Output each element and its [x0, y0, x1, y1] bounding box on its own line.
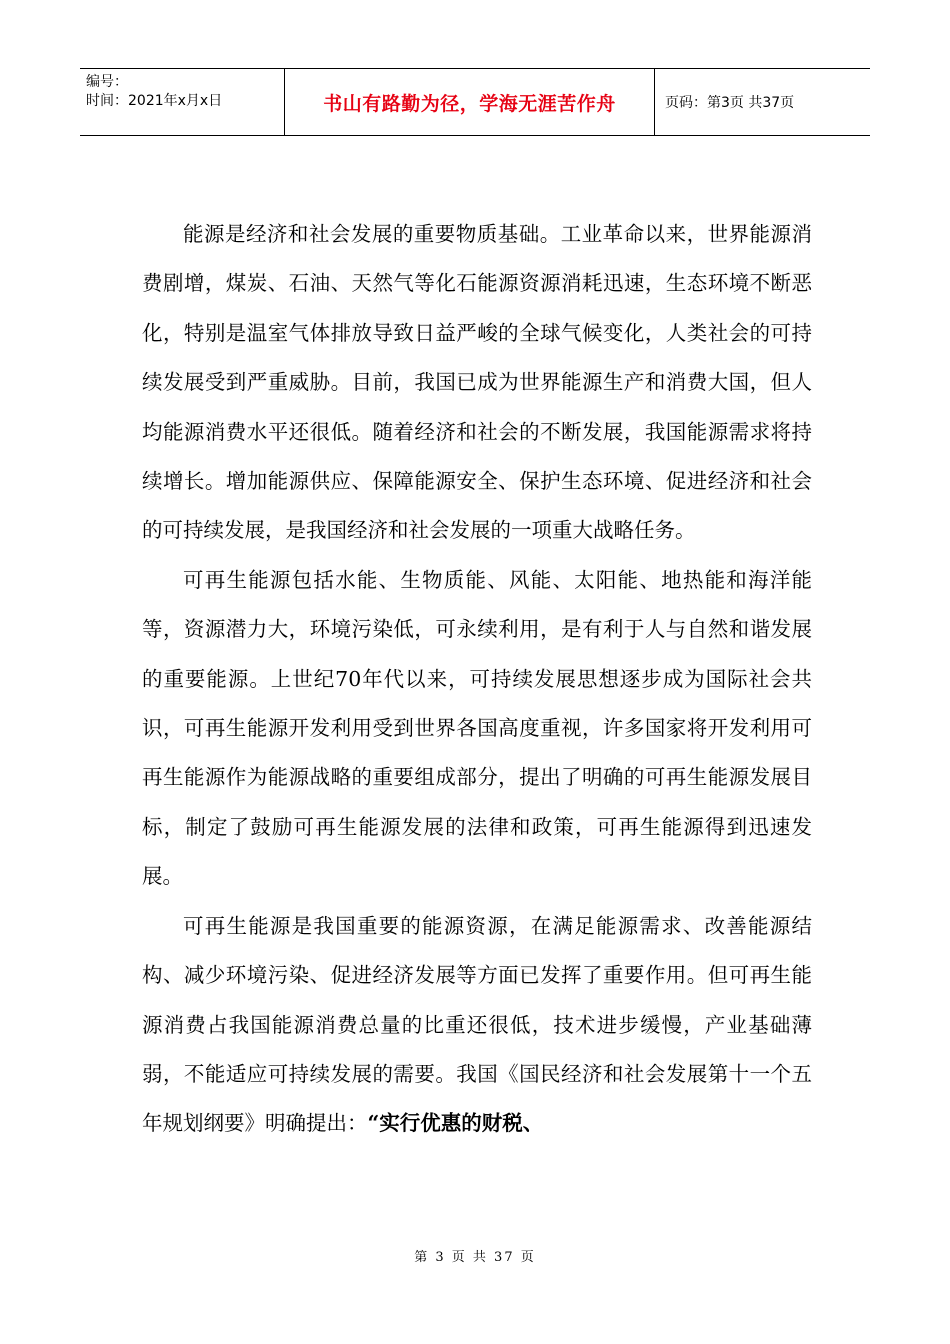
time-label: 时间：2021年x月x日: [86, 93, 223, 109]
header-motto: 书山有路勤为径，学海无涯苦作舟: [284, 69, 655, 135]
paragraph-3: [142, 902, 812, 1149]
page-footer: 第 3 页 共 37 页: [414, 1250, 536, 1265]
paragraph-1: 能源是经济和社会发展的重要物质基础。工业革命以来，世界能源消费剧增，煤炭、石油、天然气等化石能源资源消耗迅速，生态环境不断恶化，特别是温室气体排放导致日益严峻的全球气候变化，人类社会的可持续发展受到严重威胁。目前，我国已成为世界能源生产和消费大国，但人均能源消费水平还很低。随着经济和社会的不断发展，我国能源需求将持续增长。增加能源供应、保障能源安全、保护生态环境、促进经济和社会的可持续发展，是我国经济和社会发展的一项重大战略任务。: [142, 222, 812, 543]
header-page-info: 页码：第3页 共37页: [665, 95, 795, 111]
document-body: [142, 210, 812, 1149]
number-label: 编号：: [86, 74, 128, 90]
paragraph-3-text: 可再生能源是我国重要的能源资源，在满足能源需求、改善能源结构、减少环境污染、促进经济发展等方面已发挥了重要作用。但可再生能源消费占我国能源消费总量的比重还很低，技术进步缓慢，产业基础薄弱，不能适应可持续发展的需要。我国《国民经济和社会发展第十一个五年规划纲要》明确提出：: [142, 913, 812, 1136]
paragraph-3-bold-quote: “实行优惠的财税、: [367, 1111, 544, 1136]
paragraph-2: 可再生能源包括水能、生物质能、风能、太阳能、地热能和海洋能等，资源潜力大，环境污染低，可永续利用，是有利于人与自然和谐发展的重要能源。上世纪70年代以来，可持续发展思想逐步成为国际社会共识，可再生能源开发利用受到世界各国高度重视，许多国家将开发利用可再生能源作为能源战略的重要组成部分，提出了明确的可再生能源发展目标，制定了鼓励可再生能源发展的法律和政策，可再生能源得到迅速发展。: [142, 567, 812, 889]
header-meta: [80, 69, 284, 135]
page-header: [80, 68, 870, 136]
